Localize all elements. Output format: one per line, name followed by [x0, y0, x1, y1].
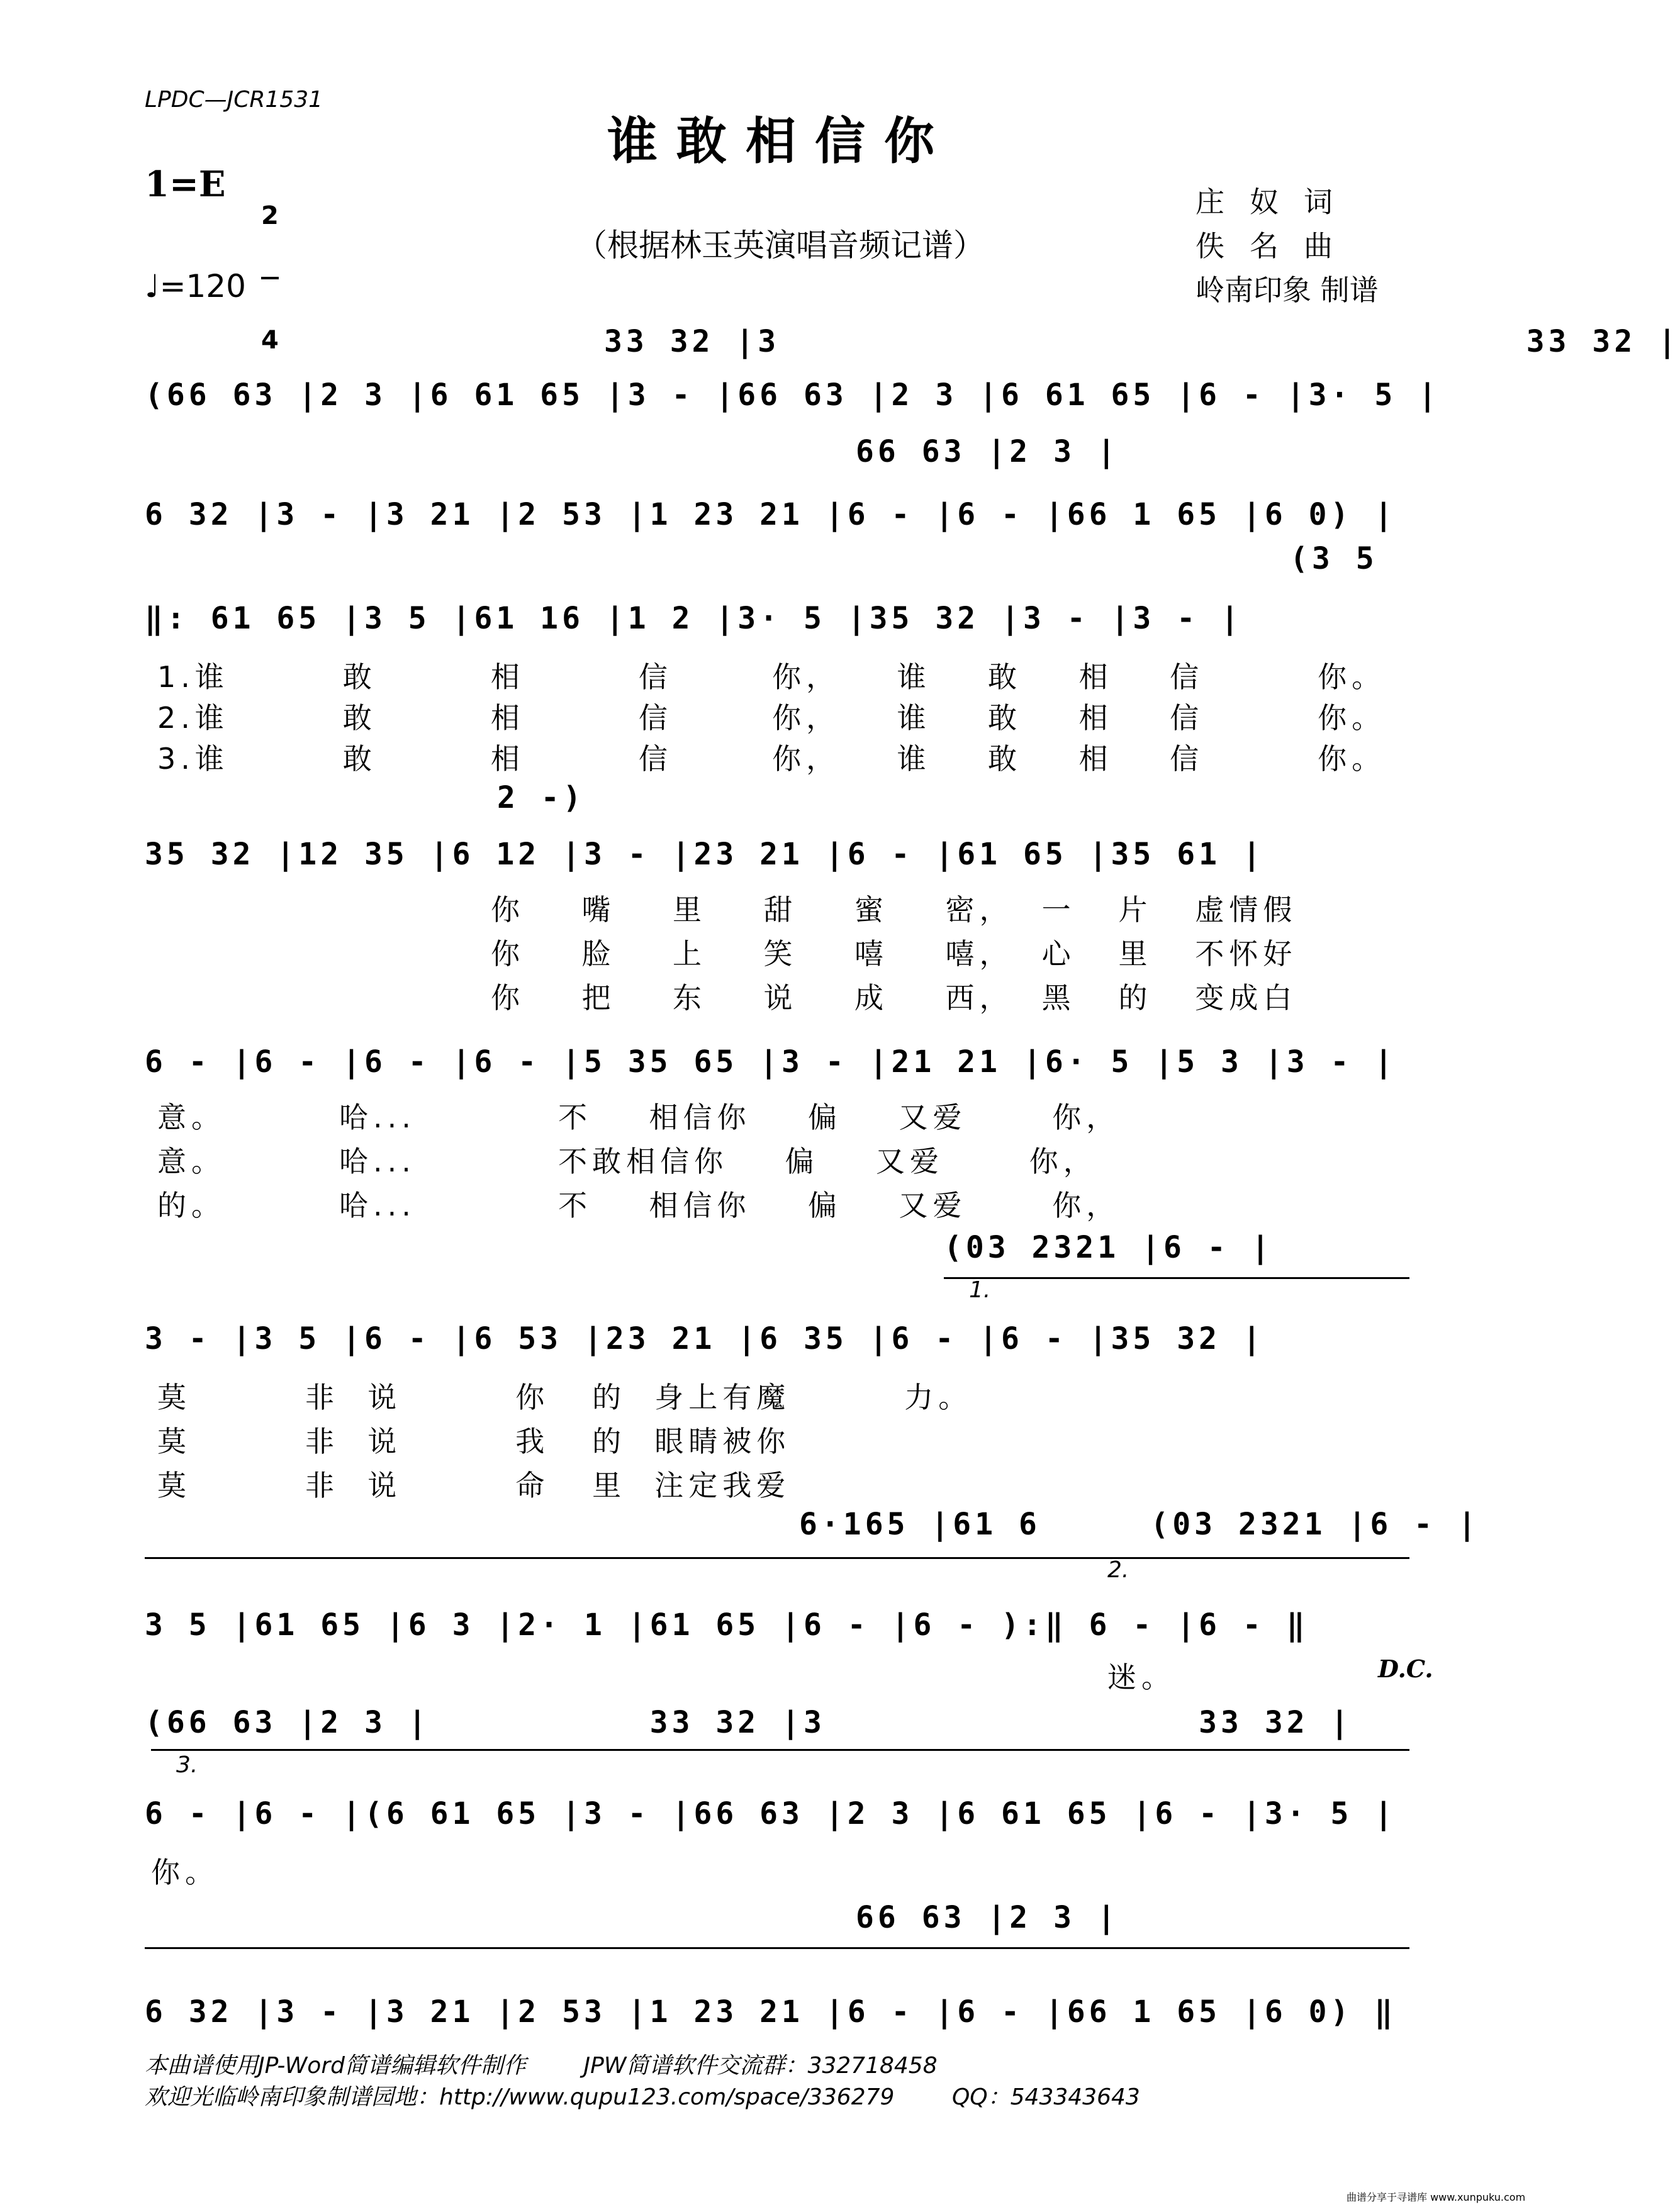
ending-2-label: 2.	[1107, 1557, 1129, 1583]
staff3: ‖: 61 65 |3 5 |61 16 |1 2 |3· 5 |35 32 |3 - |3 - |	[145, 601, 1243, 636]
lyricist-credit: 庄奴词	[1196, 185, 1358, 219]
time-signature	[261, 156, 279, 376]
staff8-top-line	[151, 1749, 1409, 1751]
staff7-lyric: 迷。	[1107, 1660, 1175, 1694]
staff8: 6 - |6 - |(6 61 65 |3 - |66 63 |2 3 |6 61 65 |6 - |3· 5 |	[145, 1796, 1397, 1831]
staff6-lyric-3: 莫 非 说 命 里 注定我爱	[157, 1468, 791, 1502]
staff2: 6 32 |3 - |3 21 |2 53 |1 23 21 |6 - |6 - |66 1 65 |6 0) |	[145, 497, 1397, 532]
staff4-lyric-3: 你 把 东 说 成 西， 黑 的 变成白	[491, 981, 1297, 1015]
key-signature: 1=E	[145, 164, 226, 205]
time-sig-top: 2	[261, 201, 279, 230]
staff5-lyric-2: 意。 哈... 不敢相信你 偏 又爱 你，	[157, 1144, 1097, 1178]
staff7-top-line	[145, 1557, 1409, 1559]
page-title: 谁敢相信你	[607, 111, 953, 170]
ending-3-label: 3.	[176, 1752, 198, 1778]
watermark: 曲谱分享于寻谱库 www.xunpuku.com	[1347, 2191, 1526, 2203]
da-capo-marking: D.C.	[1378, 1655, 1433, 1683]
footer-line-2: 欢迎光临岭南印象制谱园地：http://www.qupu123.com/space/336279 QQ：543343643	[145, 2084, 1140, 2110]
staff5-lyric-3: 的。 哈... 不 相信你 偏 又爱 你，	[157, 1188, 1121, 1222]
time-sig-bar	[261, 277, 279, 279]
staff9: 6 32 |3 - |3 21 |2 53 |1 23 21 |6 - |6 - |66 1 65 |6 0) ‖	[145, 1994, 1397, 2030]
staff4-lyric-1: 你 嘴 里 甜 蜜 密， 一 片 虚情假	[491, 893, 1297, 927]
staff8-upper: (66 63 |2 3 | 33 32 |3 33 32 |	[145, 1705, 1353, 1740]
staff6: 3 - |3 5 |6 - |6 53 |23 21 |6 35 |6 - |6 - |35 32 |	[145, 1321, 1265, 1356]
staff4: 35 32 |12 35 |6 12 |3 - |23 21 |6 - |61 65 |35 61 |	[145, 837, 1265, 872]
staff7-upper: 6·165 |61 6 (03 2321 |6 - |	[799, 1507, 1480, 1542]
staff2-intro-right: (3 5	[1290, 541, 1378, 576]
staff3-lyric-1: 1.谁 敢 相 信 你， 谁 敢 相 信 你。	[157, 660, 1386, 694]
arranger-credit: 岭南印象 制谱	[1196, 273, 1379, 307]
staff4-lyric-2: 你 脸 上 笑 嘻 嘻， 心 里 不怀好	[491, 937, 1297, 971]
tempo-marking: ♩=120	[145, 268, 246, 305]
staff9-upper: 66 63 |2 3 |	[856, 1900, 1119, 1935]
ending-1-label: 1.	[969, 1277, 991, 1303]
staff9-top-line	[145, 1947, 1409, 1949]
staff6-lyric-2: 莫 非 说 我 的 眼睛被你	[157, 1424, 791, 1458]
staff4-upper: 2 -)	[497, 780, 585, 815]
staff8-lyric: 你。	[151, 1855, 219, 1889]
staff3-lyric-2: 2.谁 敢 相 信 你， 谁 敢 相 信 你。	[157, 701, 1386, 735]
staff1-upper: 33 32 |3 33 32 |	[604, 324, 1680, 359]
time-sig-bottom: 4	[261, 326, 279, 355]
footer-line-1: 本曲谱使用JP-Word简谱编辑软件制作 JPW简谱软件交流群：332718458	[145, 2053, 938, 2079]
staff6-lyric-1: 莫 非 说 你 的 身上有魔 力。	[157, 1380, 973, 1414]
staff5: 6 - |6 - |6 - |6 - |5 35 65 |3 - |21 21 |6· 5 |5 3 |3 - |	[145, 1044, 1397, 1080]
subtitle: （根据林玉英演唱音频记谱）	[576, 227, 985, 264]
staff3-lyric-3: 3.谁 敢 相 信 你， 谁 敢 相 信 你。	[157, 742, 1386, 776]
staff5-lyric-1: 意。 哈... 不 相信你 偏 又爱 你，	[157, 1100, 1121, 1134]
staff1: (66 63 |2 3 |6 61 65 |3 - |66 63 |2 3 |6 61 65 |6 - |3· 5 |	[145, 377, 1441, 413]
staff2-upper: 66 63 |2 3 |	[856, 434, 1119, 469]
composer-credit: 佚名曲	[1196, 229, 1358, 263]
score-code: LPDC—JCR1531	[145, 87, 323, 113]
staff7: 3 5 |61 65 |6 3 |2· 1 |61 65 |6 - |6 - ):‖ 6 - |6 - ‖	[145, 1607, 1309, 1643]
ending-1-line	[944, 1277, 1409, 1279]
staff6-upper: (03 2321 |6 - |	[944, 1230, 1274, 1265]
